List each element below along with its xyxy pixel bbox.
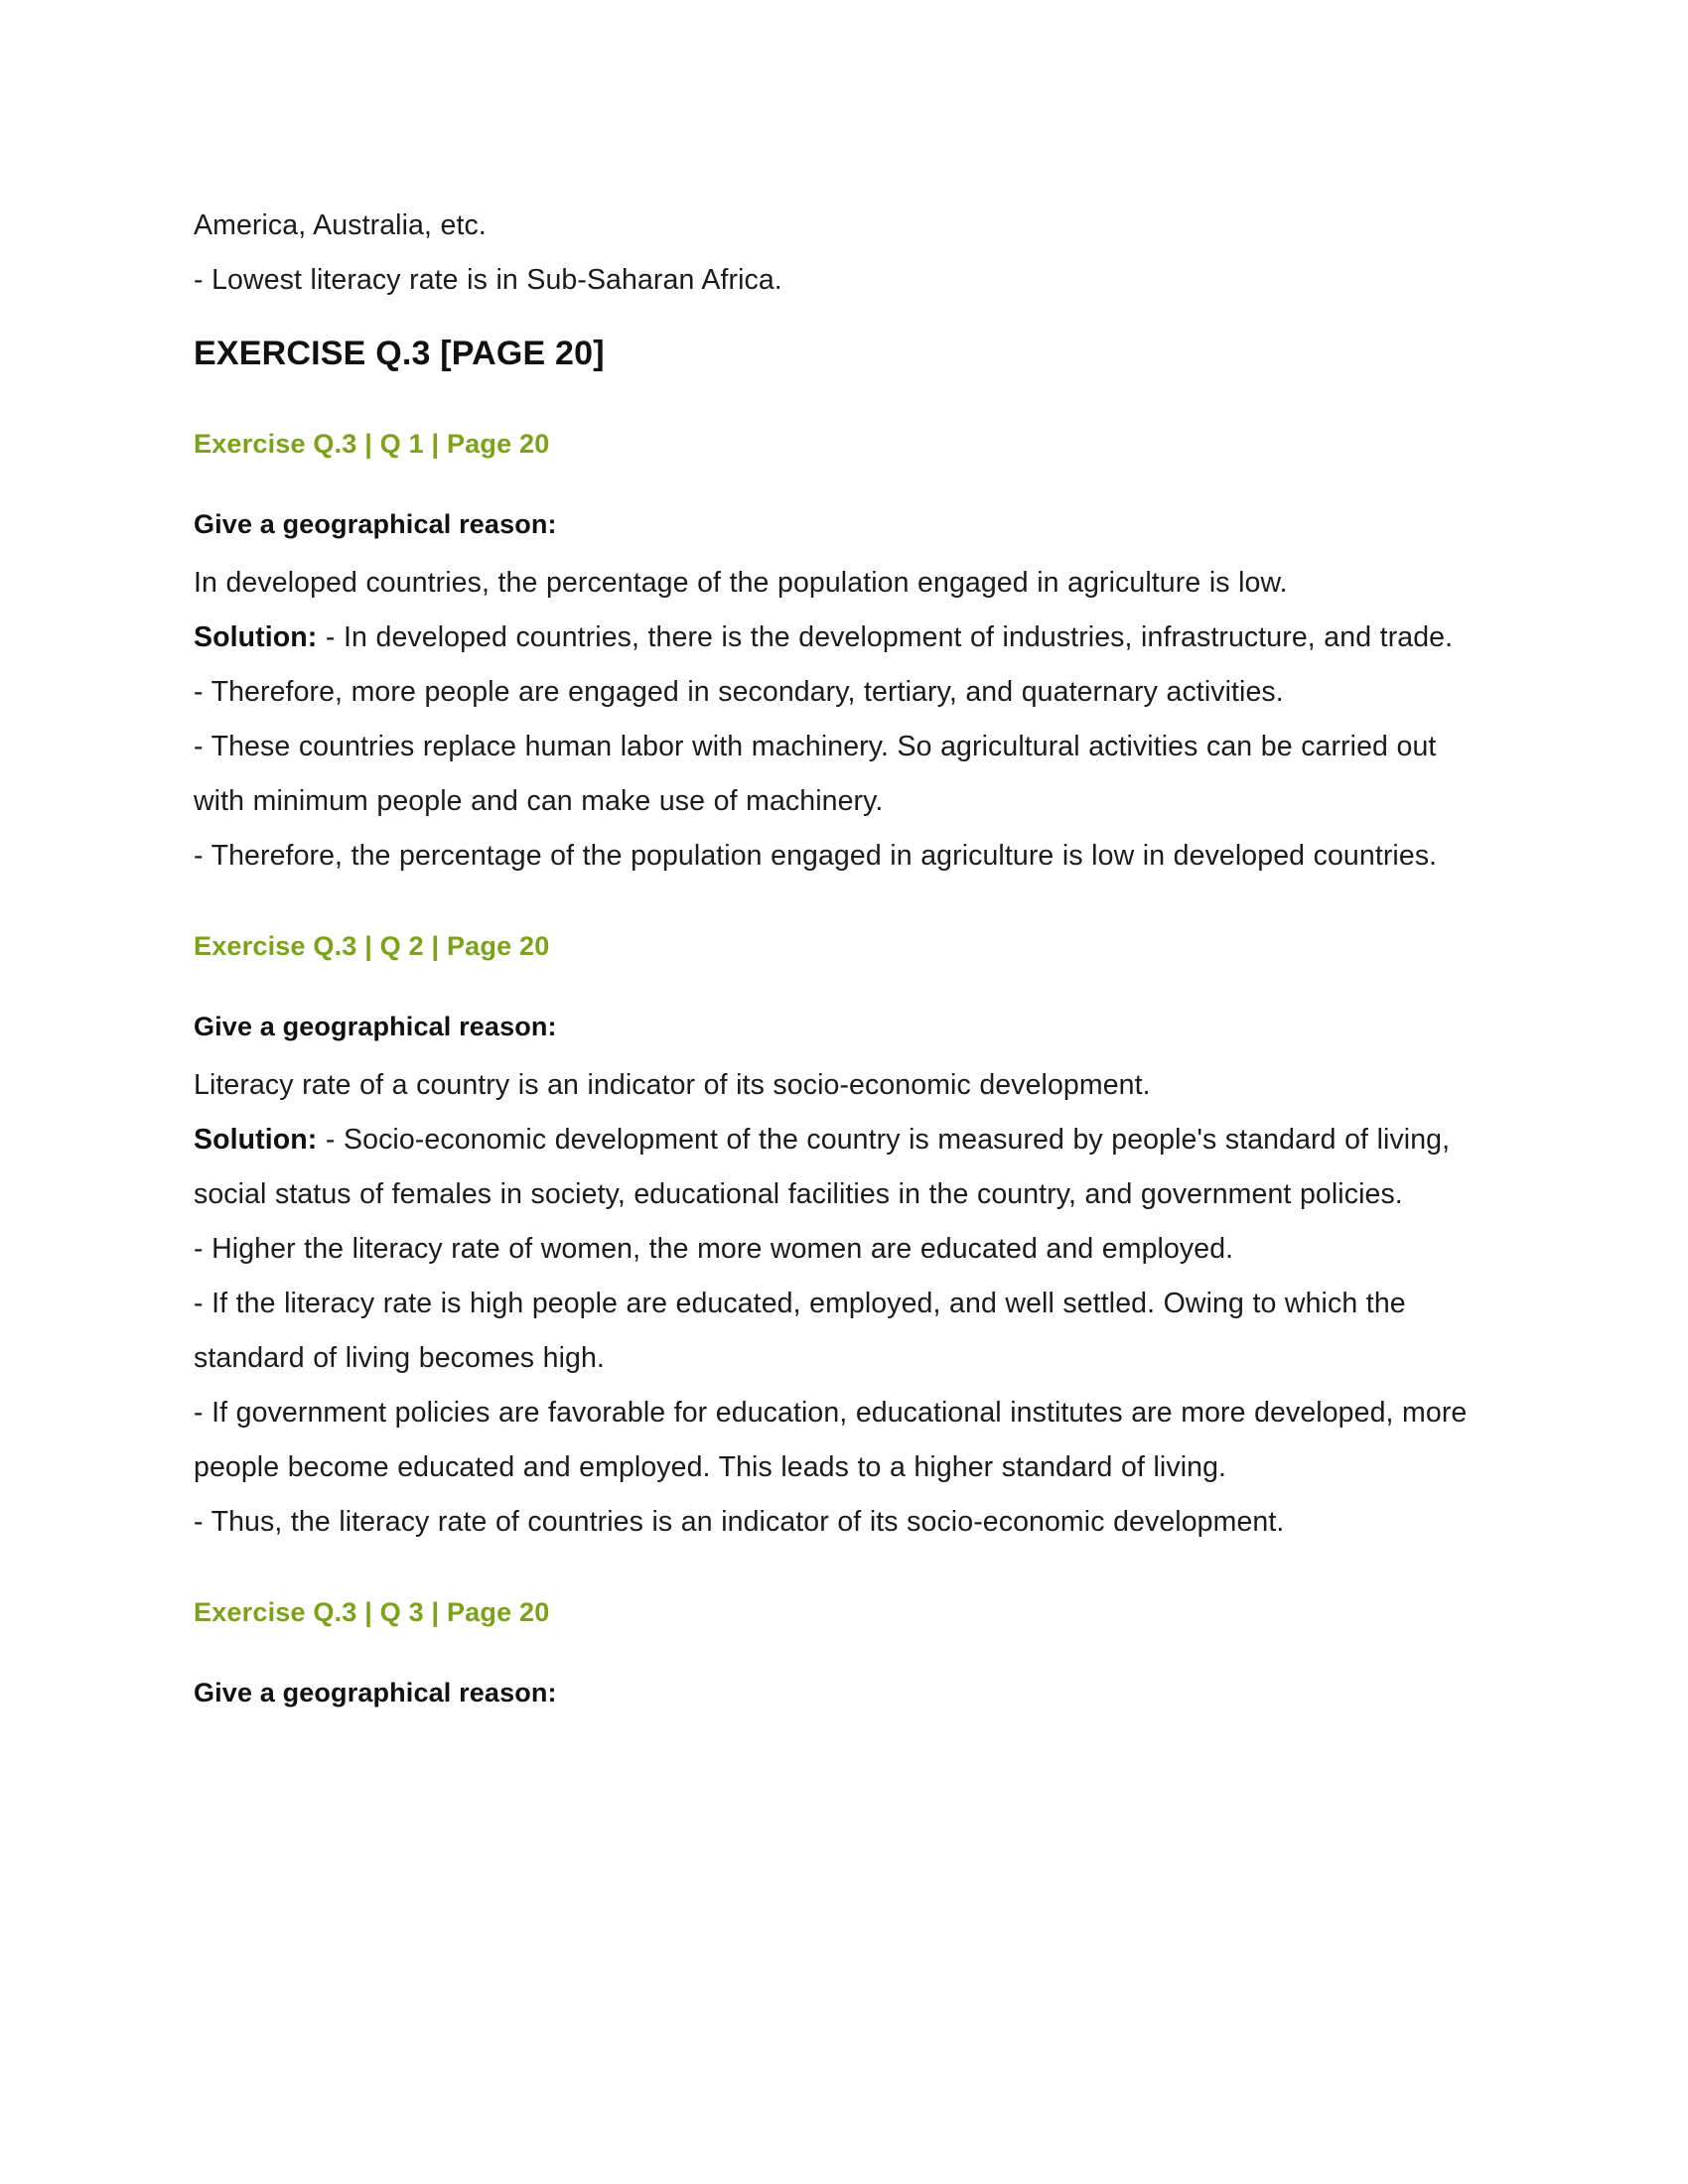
question-prompt-1: Give a geographical reason: <box>194 509 557 539</box>
intro-line-1: America, Australia, etc. <box>194 209 487 241</box>
solution-line-1-2: - These countries replace human labor with machinery. So agricultural activities can be carried out with minimum people and can make use of machinery. <box>194 731 1437 817</box>
solution-first-1 <box>194 611 1484 665</box>
solution-line-2-2: - If the literacy rate is high people are educated, employed, and well settled. Owing to which the standard of living becomes high. <box>194 1288 1406 1374</box>
solution-line-2-4: - Thus, the literacy rate of countries is an indicator of its socio-economic development. <box>194 1506 1285 1538</box>
question-text-1: In developed countries, the percentage of the population engaged in agriculture is low. <box>194 567 1288 599</box>
solution-line-2-1: - Higher the literacy rate of women, the more women are educated and employed. <box>194 1233 1234 1265</box>
solution-first-text-2: - Socio-economic development of the country is measured by people's standard of living, social status of females in society, educational facilities in the country, and government policies. <box>194 1124 1451 1210</box>
intro-line-2: - Lowest literacy rate is in Sub-Saharan Africa. <box>194 264 782 296</box>
solution-first-2 <box>194 1113 1484 1222</box>
solution-line-1-1: - Therefore, more people are engaged in secondary, tertiary, and quaternary activities. <box>194 676 1284 708</box>
question-prompt-2: Give a geographical reason: <box>194 1012 557 1041</box>
question-prompt-3: Give a geographical reason: <box>194 1678 557 1707</box>
solution-line-1-3: - Therefore, the percentage of the population engaged in agriculture is low in developed countries. <box>194 840 1438 872</box>
solution-line-2-3: - If government policies are favorable for education, educational institutes are more developed, more people become educated and employed. This leads to a higher standard of living. <box>194 1397 1468 1483</box>
question-heading-3: Exercise Q.3 | Q 3 | Page 20 <box>194 1597 550 1627</box>
question-heading-2: Exercise Q.3 | Q 2 | Page 20 <box>194 931 550 961</box>
solution-label-1: Solution: <box>194 621 318 653</box>
question-heading-1: Exercise Q.3 | Q 1 | Page 20 <box>194 429 550 459</box>
question-text-2: Literacy rate of a country is an indicator of its socio-economic development. <box>194 1069 1151 1101</box>
document-content <box>194 199 1484 1718</box>
solution-first-text-1: - In developed countries, there is the development of industries, infrastructure, and trade. <box>325 621 1454 653</box>
exercise-heading: EXERCISE Q.3 [PAGE 20] <box>194 335 605 372</box>
solution-label-2: Solution: <box>194 1124 318 1156</box>
